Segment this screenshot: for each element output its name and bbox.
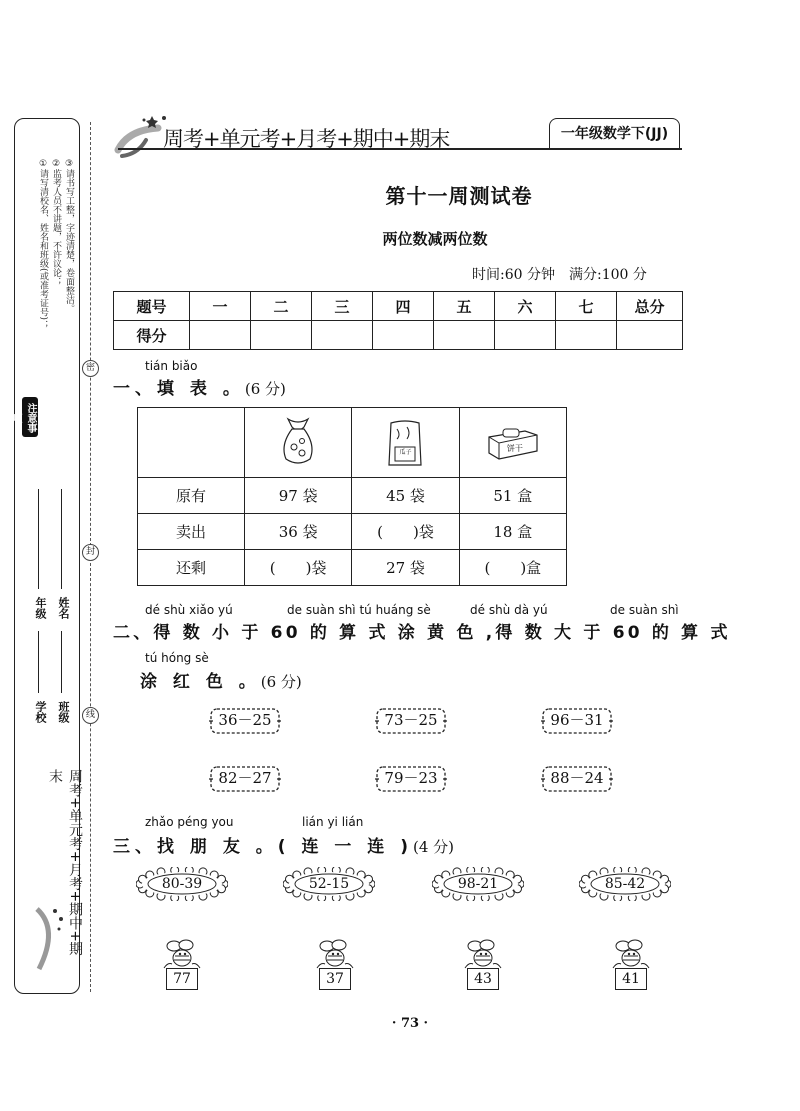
notice-item-3: ③请书写工整，字迹清楚，卷面整洁。: [64, 159, 74, 313]
page-number: · 73 ·: [391, 1016, 429, 1031]
q2-expression-box[interactable]: [541, 707, 613, 735]
q1-row-original: [138, 478, 567, 514]
q1-cell: 45 袋: [352, 478, 459, 514]
score-table-header-row: [114, 292, 683, 321]
q3-bee[interactable]: [160, 938, 204, 992]
q1-row-label: 原有: [138, 478, 245, 514]
field-name-line[interactable]: [61, 489, 62, 589]
field-grade-label: 年级: [34, 597, 47, 619]
q2-pinyin-5: tú hóng sè: [145, 651, 209, 665]
q1-answer-blank[interactable]: ( )袋: [245, 550, 352, 586]
score-col-2: 二: [251, 292, 312, 321]
grade-label: 一年级数学下(JJ): [549, 118, 680, 148]
q3-flower-text: 52-15: [308, 876, 350, 892]
field-class-label: 班级: [57, 701, 70, 723]
binding-strip: [10, 118, 83, 994]
score-col-3: 三: [312, 292, 373, 321]
cut-mark-feng: 封: [82, 544, 99, 561]
melon-seed-bag-icon: [385, 417, 425, 469]
q1-item-candy-bag: [245, 408, 352, 478]
q1-row-label: 还剩: [138, 550, 245, 586]
q3-points: (4 分): [412, 838, 454, 856]
score-col-4: 四: [373, 292, 434, 321]
notice-item-2: ②监考人员不讲题，不许议论；: [51, 159, 61, 286]
score-col-5: 五: [434, 292, 495, 321]
score-row-label: 得分: [114, 321, 190, 350]
candy-bag-icon: [278, 415, 318, 467]
q1-item-row: [138, 408, 567, 478]
q3-flower-text: 98-21: [457, 876, 499, 892]
q1-item-biscuit-box: [459, 408, 566, 478]
q2-points: (6 分): [260, 673, 302, 691]
q3-heading: [113, 832, 454, 857]
field-grade-line[interactable]: [38, 489, 39, 589]
q2-pinyin-1: dé shù xiǎo yú: [145, 603, 233, 617]
q2-expression-box[interactable]: [375, 707, 447, 735]
q3-heading-text: 三、找 朋 友 。( 连 一 连 ): [113, 837, 413, 857]
side-series: 周考+单元考+月考+期中+期末: [47, 769, 83, 956]
bee-icon: [609, 938, 653, 972]
score-cell[interactable]: [251, 321, 312, 350]
q3-pinyin-2: lián yi lián: [302, 815, 364, 829]
q3-flower-text: 80-39: [161, 876, 203, 892]
score-cell[interactable]: [434, 321, 495, 350]
score-cell[interactable]: [190, 321, 251, 350]
score-table-score-row: [114, 321, 683, 350]
melon-seed-label: 瓜子: [399, 448, 412, 456]
q3-bee[interactable]: [313, 938, 357, 992]
field-school-label: 学校: [34, 701, 47, 723]
q1-cell: 36 袋: [245, 514, 352, 550]
score-cell[interactable]: [373, 321, 434, 350]
bee-icon: [313, 938, 357, 972]
q2-pinyin-3: dé shù dà yú: [470, 603, 548, 617]
score-cell[interactable]: [556, 321, 617, 350]
q1-points: (6 分): [244, 380, 286, 398]
q1-row-label: 卖出: [138, 514, 245, 550]
score-col-total: 总分: [617, 292, 683, 321]
exam-subtitle: 两位数减两位数: [382, 230, 488, 248]
q2-pinyin-4: de suàn shì: [610, 603, 679, 617]
notice-title: 注意事项: [22, 397, 38, 437]
q1-fill-table: [137, 407, 567, 586]
q2-expression-text: 79－23: [384, 769, 438, 787]
time-info: 时间:60 分钟 满分:100 分: [472, 267, 647, 283]
score-cell[interactable]: [312, 321, 373, 350]
q1-cell: 27 袋: [352, 550, 459, 586]
score-col-1: 一: [190, 292, 251, 321]
biscuit-label: 饼干: [506, 443, 523, 453]
q2-line-1: 二、得 数 小 于 60 的 算 式 涂 黄 色 ,得 数 大 于 60 的 算 式: [113, 623, 731, 643]
q1-corner-cell: [138, 408, 245, 478]
q3-answer-box: 43: [467, 968, 499, 990]
score-cell[interactable]: [617, 321, 683, 350]
field-name-label: 姓名: [57, 597, 70, 619]
cut-mark-xian: 线: [82, 707, 99, 724]
exam-title: 第十一周测试卷: [385, 184, 533, 208]
q1-row-remaining: [138, 550, 567, 586]
q1-cell: 51 盒: [459, 478, 566, 514]
score-table: [113, 291, 683, 350]
q3-answer-box: 77: [166, 968, 198, 990]
q2-expression-text: 82－27: [218, 769, 272, 787]
q1-heading-text: 一、填 表 。: [113, 379, 245, 399]
q2-line-2: [140, 667, 302, 692]
q1-item-melon-seed-bag: [352, 408, 459, 478]
q2-expression-text: 73－25: [384, 711, 438, 729]
q1-cell: 97 袋: [245, 478, 352, 514]
q2-expression-box[interactable]: [209, 707, 281, 735]
notice-item-1: ①请写清校名、姓名和班级(或准考证号)；: [38, 159, 48, 330]
q3-bee[interactable]: [461, 938, 505, 992]
q2-expression-box[interactable]: [541, 765, 613, 793]
score-col-6: 六: [495, 292, 556, 321]
q3-flower[interactable]: [283, 867, 375, 901]
q1-cell: 18 盒: [459, 514, 566, 550]
q3-answer-box: 37: [319, 968, 351, 990]
q1-heading: [113, 374, 286, 399]
q2-expression-text: 36－25: [218, 711, 272, 729]
score-cell[interactable]: [495, 321, 556, 350]
q3-answer-box: 41: [615, 968, 647, 990]
q2-pinyin-2: de suàn shì tú huáng sè: [287, 603, 431, 617]
q1-answer-blank[interactable]: ( )盒: [459, 550, 566, 586]
series-logo-icon: [108, 110, 168, 170]
q3-pinyin-1: zhǎo péng you: [145, 815, 234, 829]
q2-line-2-text: 涂 红 色 。: [140, 672, 261, 692]
cut-mark-mi: 密: [82, 360, 99, 377]
q3-flower[interactable]: [432, 867, 524, 901]
q2-expression-text: 96－31: [550, 711, 604, 729]
q3-flower-text: 85-42: [604, 876, 646, 892]
q2-expression-box[interactable]: [375, 765, 447, 793]
field-school-line[interactable]: [38, 631, 39, 693]
q1-row-sold: [138, 514, 567, 550]
q3-flower[interactable]: [579, 867, 671, 901]
score-col-7: 七: [556, 292, 617, 321]
field-class-line[interactable]: [61, 631, 62, 693]
side-logo-icon: [29, 899, 69, 979]
q1-answer-blank[interactable]: ( )袋: [352, 514, 459, 550]
bee-icon: [160, 938, 204, 972]
series-title: 周考+单元考+月考+期中+期末: [163, 127, 450, 151]
q1-pinyin: tián biǎo: [145, 359, 198, 373]
q2-expression-box[interactable]: [209, 765, 281, 793]
bee-icon: [461, 938, 505, 972]
score-col-label: 题号: [114, 292, 190, 321]
q3-bee[interactable]: [609, 938, 653, 992]
q3-flower[interactable]: [136, 867, 228, 901]
q2-expression-text: 88－24: [550, 769, 604, 787]
